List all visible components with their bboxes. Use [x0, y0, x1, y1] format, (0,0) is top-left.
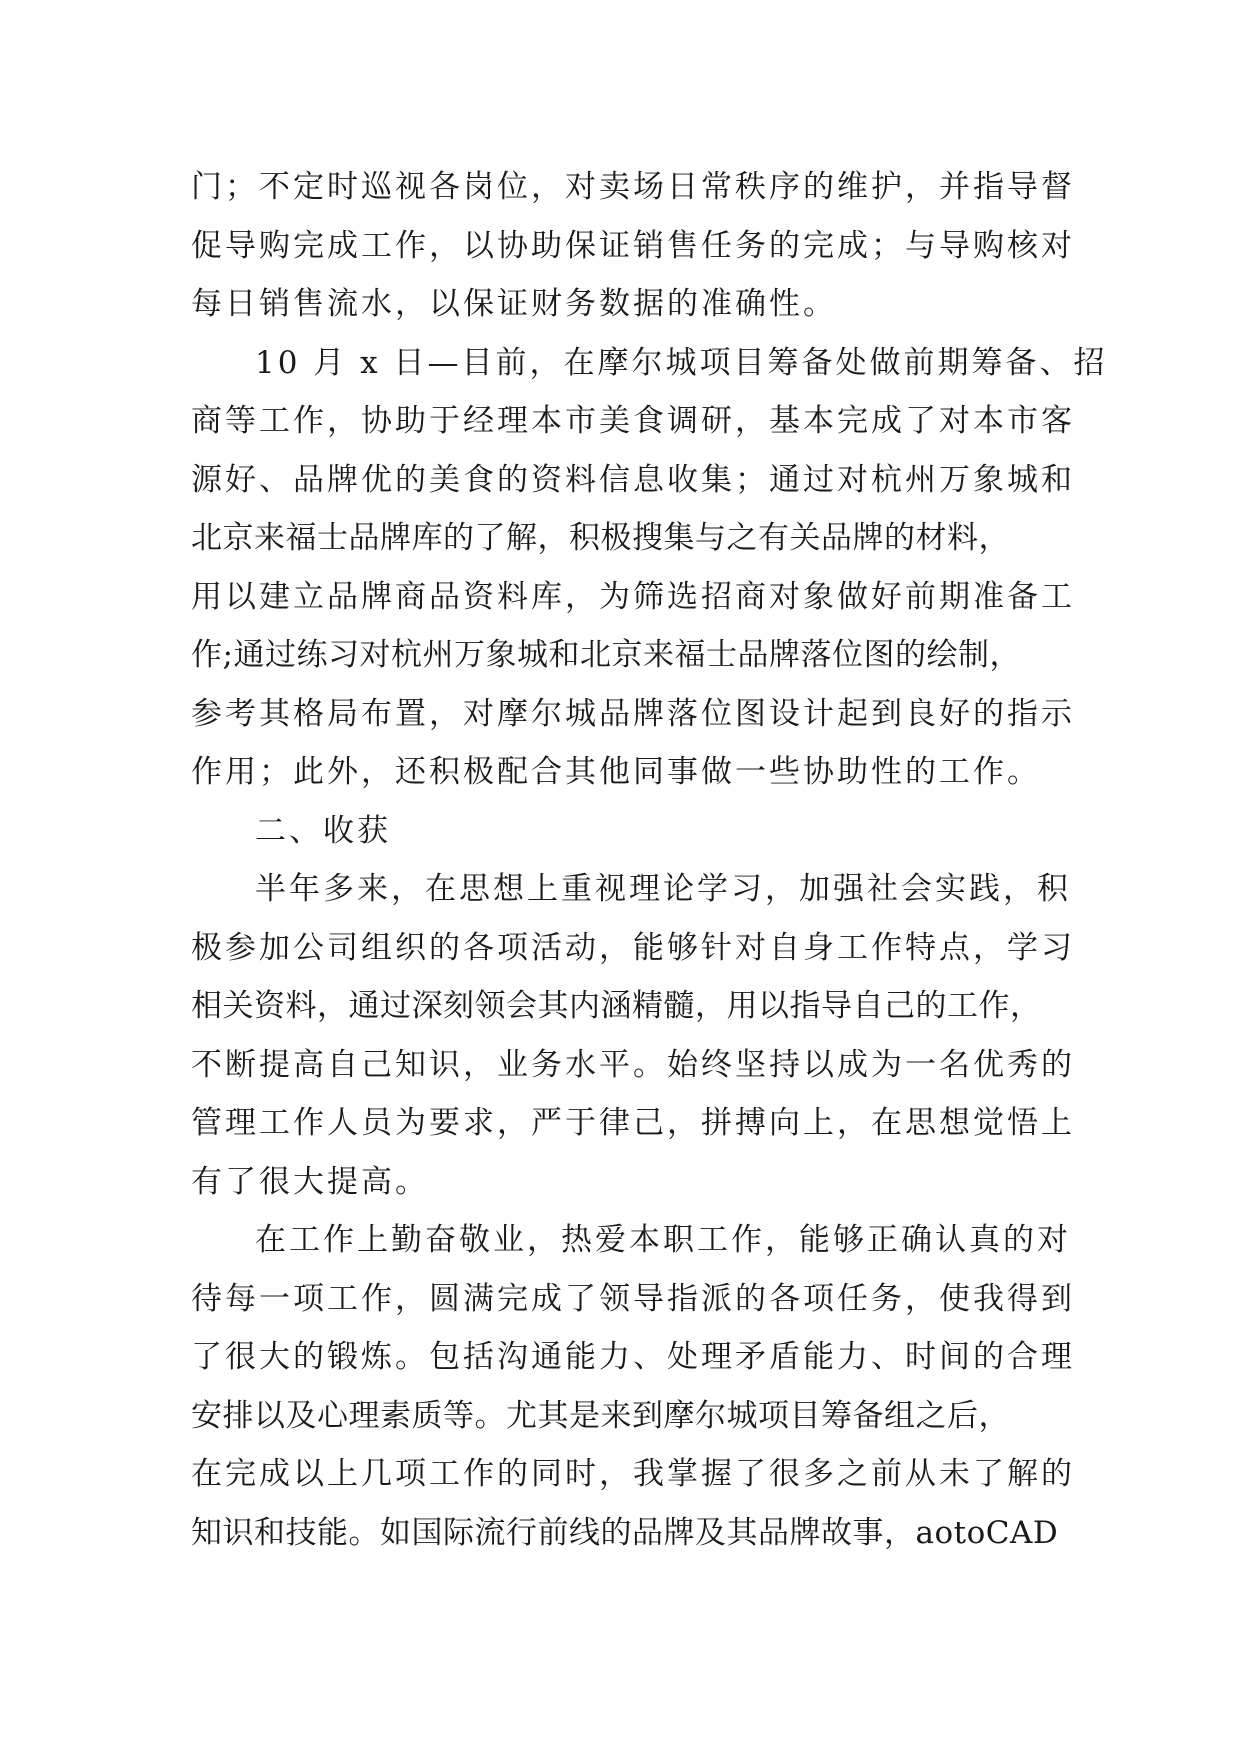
- section-heading: 二、收获: [255, 812, 391, 849]
- text-line: 不断提高自己知识，业务水平。始终坚持以成为一名优秀的: [191, 1046, 1075, 1083]
- text-line: 半年多来，在思想上重视理论学习，加强社会实践，积: [255, 871, 1071, 907]
- text-line: 知识和技能。如国际流行前线的品牌及其品牌故事，aotoCAD: [191, 1514, 1059, 1551]
- text-line: 待每一项工作，圆满完成了领导指派的各项任务，使我得到: [191, 1280, 1075, 1317]
- text-line: 北京来福士品牌库的了解，积极搜集与之有关品牌的材料，: [191, 520, 1010, 556]
- text-line: 在工作上勤奋敬业，热爱本职工作，能够正确认真的对: [255, 1222, 1071, 1258]
- text-line: 每日销售流水，以保证财务数据的准确性。: [191, 286, 837, 322]
- body-text: [191, 158, 1108, 1562]
- text-line: 参考其格局布置，对摩尔城品牌落位图设计起到良好的指示: [191, 695, 1075, 732]
- text-line: 管理工作人员为要求，严于律己，拼搏向上，在思想觉悟上: [191, 1105, 1075, 1141]
- text-line: 用以建立品牌商品资料库，为筛选招商对象做好前期准备工: [191, 578, 1075, 615]
- text-line: 了很大的锻炼。包括沟通能力、处理矛盾能力、时间的合理: [191, 1339, 1075, 1375]
- text-line: 相关资料，通过深刻领会其内涵精髓，用以指导自己的工作，: [191, 988, 1042, 1024]
- text-line: 10 月 x 日—目前，在摩尔城项目筹备处做前期筹备、招: [255, 344, 1108, 381]
- text-line: 商等工作，协助于经理本市美食调研，基本完成了对本市客: [191, 403, 1075, 439]
- text-line: 在完成以上几项工作的同时，我掌握了很多之前从未了解的: [191, 1456, 1075, 1492]
- text-line: 促导购完成工作，以协助保证销售任务的完成；与导购核对: [191, 227, 1075, 264]
- text-line: 源好、品牌优的美食的资料信息收集；通过对杭州万象城和: [191, 461, 1075, 498]
- text-line: 门；不定时巡视各岗位，对卖场日常秩序的维护，并指导督: [191, 169, 1075, 205]
- text-line: 作;通过练习对杭州万象城和北京来福士品牌落位图的绘制，: [191, 637, 1021, 673]
- text-line: 安排以及心理素质等。尤其是来到摩尔城项目筹备组之后，: [191, 1397, 1010, 1434]
- text-line: 有了很大提高。: [191, 1163, 429, 1200]
- text-line: 极参加公司组织的各项活动，能够针对自身工作特点，学习: [191, 929, 1075, 966]
- text-line: 作用；此外，还积极配合其他同事做一些协助性的工作。: [191, 754, 1041, 790]
